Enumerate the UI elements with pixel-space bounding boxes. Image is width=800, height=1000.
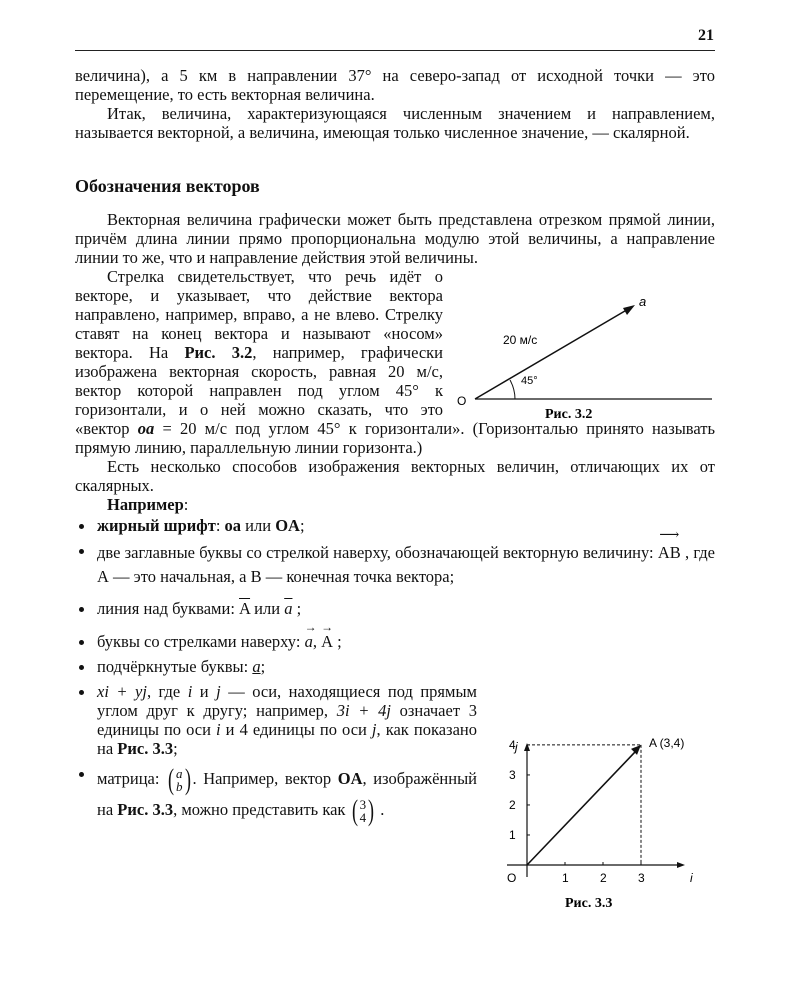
matrix-ab: ( a b ) (168, 763, 191, 797)
section-heading: Обозначения векторов (75, 176, 260, 196)
angle-label: 45° (521, 375, 538, 387)
x-tick-label: 2 (600, 871, 607, 885)
arrowhead-icon (631, 745, 641, 755)
matrix-34: ( 3 4 ) (351, 794, 375, 828)
tip-label: a (639, 294, 647, 309)
paragraph: Есть несколько способов изображения векторных величин, отличающих их от скалярных. (75, 457, 715, 495)
speed-label: 20 м/с (503, 333, 538, 347)
figure-caption: Рис. 3.3 (565, 896, 613, 911)
x-tick-label: 1 (562, 871, 569, 885)
y-axis-label: j (515, 740, 518, 754)
figure-3-3 (485, 735, 720, 915)
y-axis-arrow-icon (524, 743, 530, 751)
y-tick-label: 4 (509, 737, 516, 752)
vector-oa (527, 750, 637, 865)
header-rule (75, 50, 715, 51)
paragraph: Векторная величина графически может быть представлена отрезком прямой линии, причём длина линии прямо пропорциональна модулю этой величины, а направление линии то же, что и направление действия этой величины. (75, 210, 715, 267)
origin-label: O (457, 394, 467, 408)
list-item: две заглавные буквы со стрелкой наверху, обозначающей векторную величину: ⟶ AB , где А — это начальная, а В — конечная точка вектора; (75, 541, 715, 589)
list-item: линия над буквами: $\overline{A}$ или $\overline{a}$ ; (75, 599, 715, 618)
list-item: xi + yj, где i и j — оси, находящиеся под прямым углом друг к другу; например, 3i + 4j означает 3 единицы по оси i и 4 единицы по оси j, как показано на Рис. 3.3; (75, 682, 477, 758)
list-item: подчёркнутые буквы: a; (75, 657, 715, 676)
x-tick-label: 3 (638, 871, 645, 885)
figure-caption: Рис. 3.2 (545, 407, 593, 422)
page-number: 21 (698, 27, 714, 44)
arrowhead-icon (623, 305, 635, 315)
angle-arc (510, 380, 515, 399)
example-label: Например: (107, 495, 189, 514)
paragraph: Стрелка свидетельствует, что речь идёт о векторе, и указывает, что действие вектора направлено, например, вправо, а не влево. Стрелку ставят на конец вектора и называют «носом» вектора. На Рис. 3.2, например, графически изображена векторная скорость, равная 20 м/с, вектор которой направлен под углом 45° к горизонтали, и о ней можно сказать, что это «вектор oa = 20 м/с под углом 45° к горизонтали». (Горизонталью принято называть прямую линию, параллельную линии горизонта.) (75, 267, 715, 457)
list-item: жирный шрифт: oa или OA; (75, 516, 715, 535)
point-label: A (3,4) (649, 735, 685, 750)
y-tick-label: 1 (509, 827, 516, 842)
origin-label: O (507, 871, 517, 885)
paragraph: Итак, величина, характеризующаяся численным значением и направлением, называется векторной, а величина, имеющая только численное значение, — скалярной. (75, 104, 715, 142)
vector-line (475, 308, 630, 399)
body-top (75, 66, 715, 142)
list-item: матрица: ( a b ) . Например, вектор OA, изображённый на Рис. 3.3, можно представить как ( 3 4 ) . (75, 764, 477, 826)
x-axis-arrow-icon (677, 862, 685, 868)
figure-3-2 (455, 292, 720, 422)
y-tick-label: 3 (509, 767, 516, 782)
list-item: буквы со стрелками наверху: → a, → A ; (75, 632, 715, 651)
paragraph: величина), а 5 км в направлении 37° на северо-запад от исходной точки — это перемещение, то есть векторная величина. (75, 66, 715, 104)
y-tick-label: 2 (509, 797, 516, 812)
x-axis-label: i (690, 871, 693, 885)
